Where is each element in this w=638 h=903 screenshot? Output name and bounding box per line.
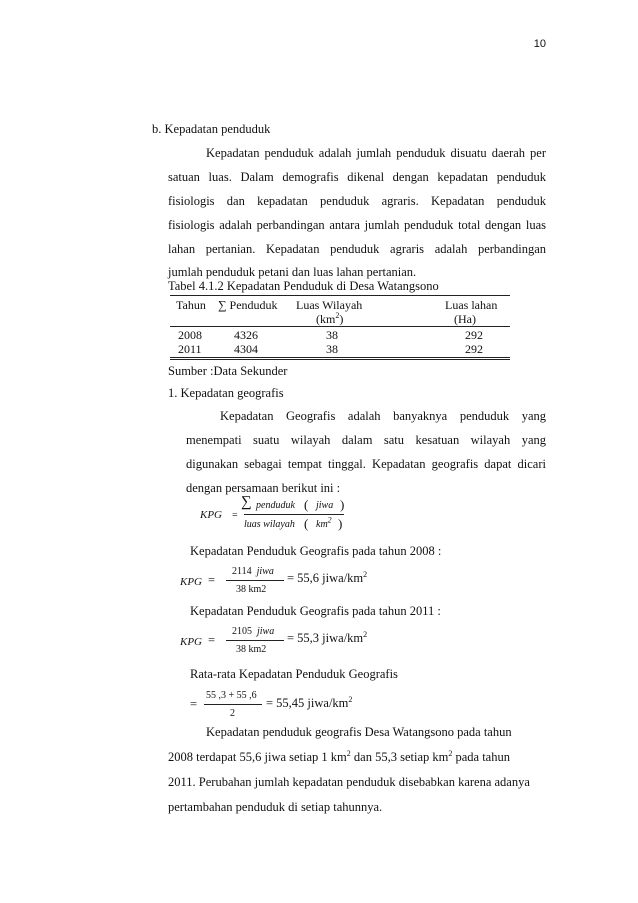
conclusion-line: pertambahan penduduk di setiap tahunnya. (168, 800, 383, 814)
formula-den-paren-open: ( (304, 516, 309, 531)
paragraph-line: digunakan sebagai tempat tinggal. Kepadatan geografis dapat dicari (186, 457, 546, 471)
table-source: Sumber :Data Sekunder (168, 364, 288, 378)
calc-2008-numerator: 2114 jiwa (232, 566, 274, 577)
header-luas-lahan: Luas lahan (445, 298, 498, 312)
cell-luas-lahan: 292 (465, 328, 483, 342)
formula-denominator: luas wilayah (244, 519, 295, 530)
calc-2011-fraction-bar (226, 640, 284, 641)
calc-2008-denominator: 38 km2 (236, 584, 267, 595)
table-row (170, 328, 510, 342)
intro-line: Kepadatan penduduk adalah jumlah penduduk disuatu daerah per (206, 146, 546, 160)
paragraph-line: dengan persamaan berikut ini : (186, 481, 341, 495)
calc-2008-result: = 55,6 jiwa/$km^2$ (287, 569, 368, 585)
table-bottom-rule (170, 357, 510, 360)
formula-num-paren-close: ) (340, 497, 345, 512)
conclusion-line: 2011. Perubahan jumlah kepadatan penduduk disebabkan karena adanya (168, 775, 530, 789)
calc-2011-result: = 55,3 jiwa/$km^2$ (287, 629, 368, 645)
header-luas-wilayah: Luas Wilayah (296, 298, 363, 312)
average-fraction-bar (204, 704, 262, 705)
paragraph-line: menempati suatu wilayah dalam satu kesatuan wilayah yang (186, 433, 546, 447)
header-luas-lahan-unit: (Ha) (454, 312, 476, 326)
cell-penduduk: 4304 (234, 342, 258, 356)
calc-2011-numerator: 2105 jiwa (232, 626, 275, 637)
calc-2011-label: Kepadatan Penduduk Geografis pada tahun 2011 : (190, 604, 441, 618)
table-header-units-row (170, 312, 510, 326)
intro-line: lahan pertanian. Kepadatan penduduk agraris adalah perbandingan (168, 242, 546, 256)
subsection-heading: 1. Kepadatan geografis (168, 386, 284, 400)
cell-tahun: 2008 (178, 328, 202, 342)
average-result: = 55,45 jiwa/$km^2$ (266, 694, 353, 710)
formula-denominator-unit: $km^2$ (316, 515, 332, 530)
intro-line: fisiologis adalah perbandingan antara jumlah penduduk total dengan luas (168, 218, 546, 232)
calc-2008-label: Kepadatan Penduduk Geografis pada tahun 2008 : (190, 544, 442, 558)
table-header-row (170, 298, 510, 312)
cell-penduduk: 4326 (234, 328, 258, 342)
table-caption: Tabel 4.1.2 Kepadatan Penduduk di Desa Watangsono (168, 279, 439, 293)
section-heading: b. Kepadatan penduduk (152, 122, 271, 136)
formula-numerator: penduduk (256, 500, 295, 511)
intro-line: jumlah penduduk petani dan luas lahan pertanian. (168, 265, 417, 279)
conclusion-line: Kepadatan penduduk geografis Desa Watangsono pada tahun (206, 725, 512, 739)
header-penduduk: ∑ Penduduk (218, 298, 278, 312)
formula-den-paren-close: ) (338, 516, 343, 531)
formula-lhs: KPG (200, 509, 222, 521)
average-numerator: 55 ,3 + 55 ,6 (206, 690, 257, 701)
table-header-rule (170, 326, 510, 327)
average-denominator: 2 (230, 708, 235, 719)
calc-2008-eq: = (208, 573, 216, 587)
formula-num-paren-open: ( (304, 497, 309, 512)
intro-line: fisiologis dan kepadatan penduduk agraris. Kepadatan penduduk (168, 194, 546, 208)
formula-numerator-unit: jiwa (316, 500, 334, 511)
cell-luas-wilayah: 38 (326, 328, 338, 342)
cell-luas-wilayah: 38 (326, 342, 338, 356)
table-row (170, 342, 510, 356)
calc-2011-eq: = (208, 633, 216, 647)
conclusion-line: 2008 terdapat 55,6 jiwa setiap 1 $km^2$ dan 55,3 setiap $km^2$ pada tahun (168, 748, 510, 764)
intro-line: satuan luas. Dalam demografis dikenal dengan kepadatan penduduk (168, 170, 546, 184)
cell-luas-lahan: 292 (465, 342, 483, 356)
calc-2011-denominator: 38 km2 (236, 644, 267, 655)
cell-tahun: 2011 (178, 342, 202, 356)
calc-2008-fraction-bar (226, 580, 284, 581)
formula-sigma: ∑ (241, 494, 252, 510)
paragraph-line: Kepadatan Geografis adalah banyaknya penduduk yang (220, 409, 546, 423)
calc-2008-lhs: KPG (180, 576, 202, 588)
average-label: Rata-rata Kepadatan Penduduk Geografis (190, 667, 398, 681)
average-eq: = (190, 697, 198, 711)
formula-equals-mark: = (232, 510, 238, 521)
header-luas-wilayah-unit: $(km^2)$ (316, 311, 344, 326)
page-number: 10 (533, 38, 546, 50)
table-top-rule (170, 295, 510, 296)
calc-2011-lhs: KPG (180, 636, 202, 648)
header-tahun: Tahun (176, 298, 206, 312)
